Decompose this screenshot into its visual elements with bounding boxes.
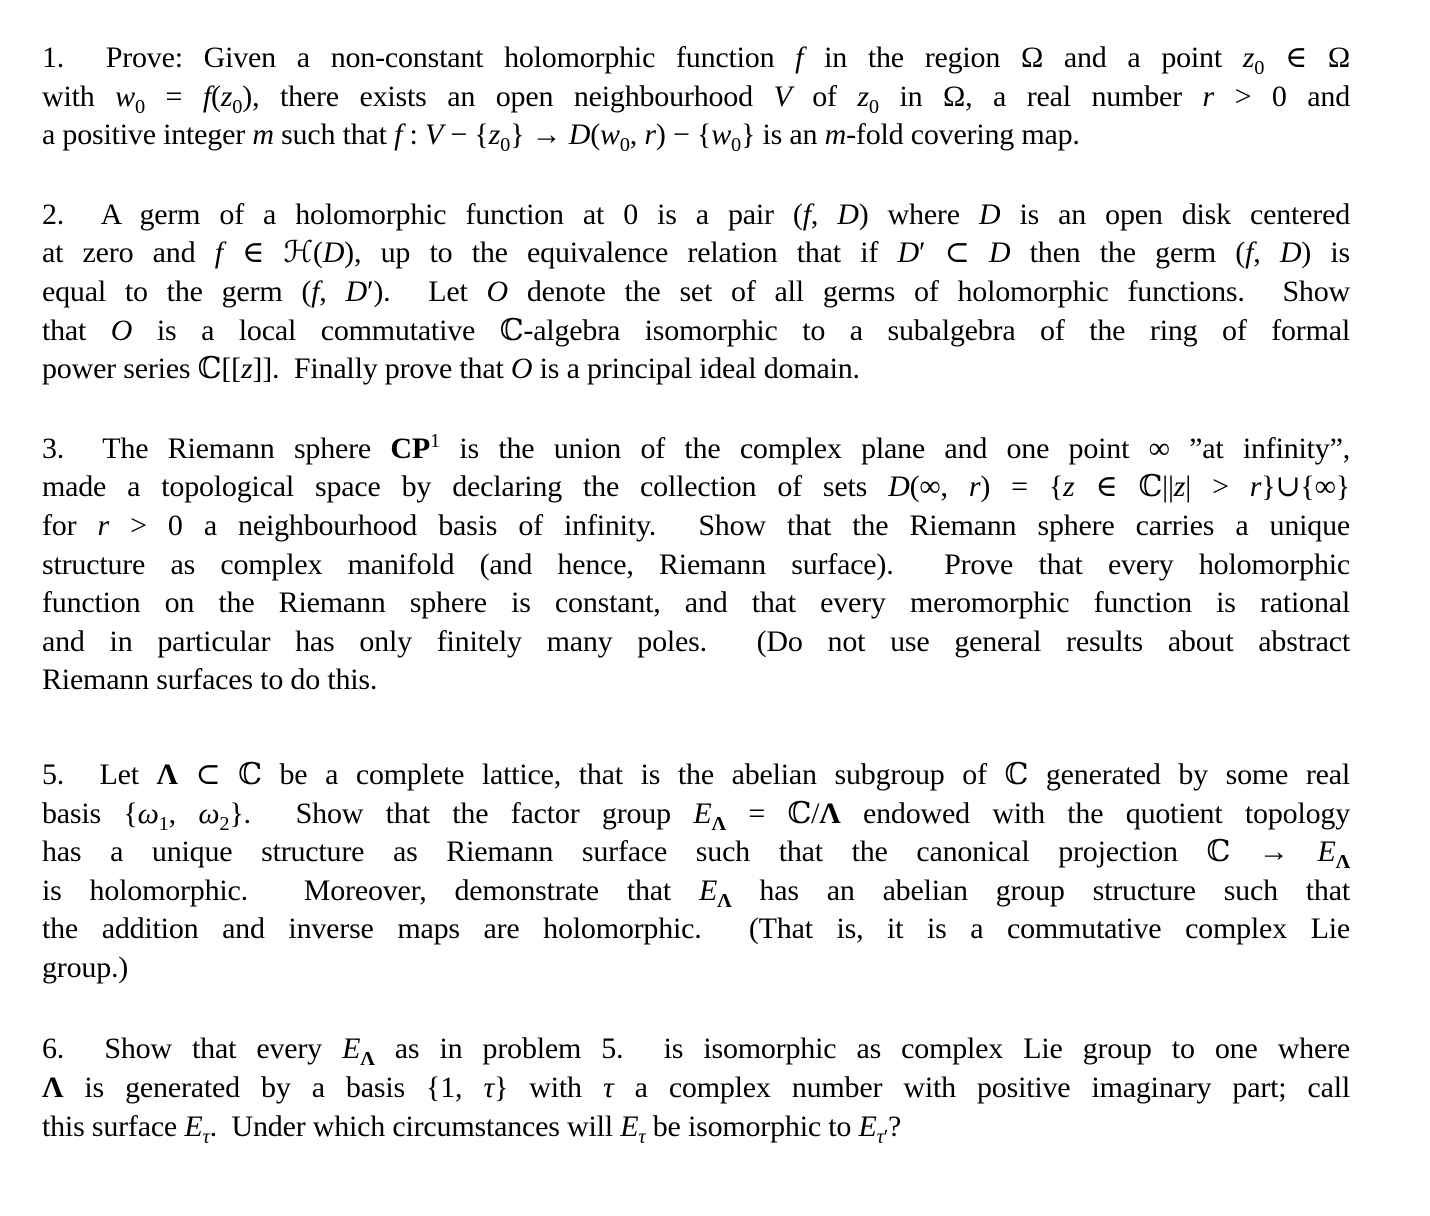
problem-line: 2. A germ of a holomorphic function at 0 is a pair (f, D) where D is an open disk centered	[42, 197, 1351, 231]
problem-line: Riemann surfaces to do this.	[42, 663, 378, 697]
problem-line: 3. The Riemann sphere $CP^1$ is the union of the complex plane and one point ∞ ”at infinity”,	[42, 429, 1351, 465]
problem-list	[42, 39, 1350, 1146]
problem-line: power series ℂ[[z]]. Finally prove that O is a principal ideal domain.	[42, 352, 860, 386]
problem-line: basis {$\omega_1$, $\omega_2$}. Show that the factor group $E_\Lambda$ = ℂ/Λ endowed with the quotient topology	[42, 796, 1350, 835]
problem-line: has a unique structure as Riemann surface such that the canonical projection ℂ → $E_\Lambda$	[42, 835, 1350, 874]
problem-line: group.)	[42, 950, 129, 984]
problem-1	[42, 39, 1350, 155]
problem-line: a positive integer m such that f : $V - \{z_0\} \to D(w_0$, $r) - \{w_0\}$ is an m-fold covering map.	[42, 118, 1080, 157]
problem-line: 1. Prove: Given a non-constant holomorphic function f in the region Ω and a point $z_0$ ∈ Ω	[42, 41, 1350, 79]
problem-2	[42, 196, 1350, 389]
problem-line: the addition and inverse maps are holomorphic. (That is, it is a commutative complex Lie	[42, 912, 1350, 946]
problem-line: this surface $E_\tau$. Under which circumstances will $E_\tau$ be isomorphic to $E_{\tau'}$?	[42, 1109, 902, 1148]
problem-line: function on the Riemann sphere is constant, and that every meromorphic function is rational	[42, 586, 1350, 620]
problem-5	[42, 756, 1350, 988]
problem-line: equal to the germ (f, D′). Let O denote the set of all germs of holomorphic functions. Show	[42, 274, 1350, 308]
problem-line: Λ is generated by a basis {1, τ} with τ a complex number with positive imaginary part; call	[42, 1071, 1351, 1105]
problem-line: for r > 0 a neighbourhood basis of infinity. Show that the Riemann sphere carries a unique	[42, 508, 1350, 542]
problem-6	[42, 1030, 1350, 1146]
problem-line: structure as complex manifold (and hence, Riemann surface). Prove that every holomorphic	[42, 547, 1350, 581]
problem-line: and in particular has only finitely many poles. (Do not use general results about abstract	[42, 624, 1350, 658]
problem-line: made a topological space by declaring the collection of sets D(∞, r) = {z ∈ ℂ||z| > r}∪{∞}	[42, 470, 1351, 504]
problem-line: that O is a local commutative ℂ-algebra isomorphic to a subalgebra of the ring of formal	[42, 313, 1350, 347]
problem-line: 6. Show that every $E_\Lambda$ as in problem 5. is isomorphic as complex Lie group to one where	[42, 1032, 1350, 1071]
problem-line: is holomorphic. Moreover, demonstrate that $E_\Lambda$ has an abelian group structure such that	[42, 873, 1350, 912]
problem-line: with $w_0 = f(z_0)$, there exists an open neighbourhood V of $z_0$ in Ω, a real number r > 0 and	[42, 79, 1351, 118]
problem-line: 5. Let Λ ⊂ ℂ be a complete lattice, that is the abelian subgroup of ℂ generated by some real	[42, 757, 1350, 791]
problem-3	[42, 430, 1350, 700]
problem-line: at zero and f ∈ ℋ(D), up to the equivalence relation that if D′ ⊂ D then the germ (f, D) is	[42, 236, 1351, 270]
